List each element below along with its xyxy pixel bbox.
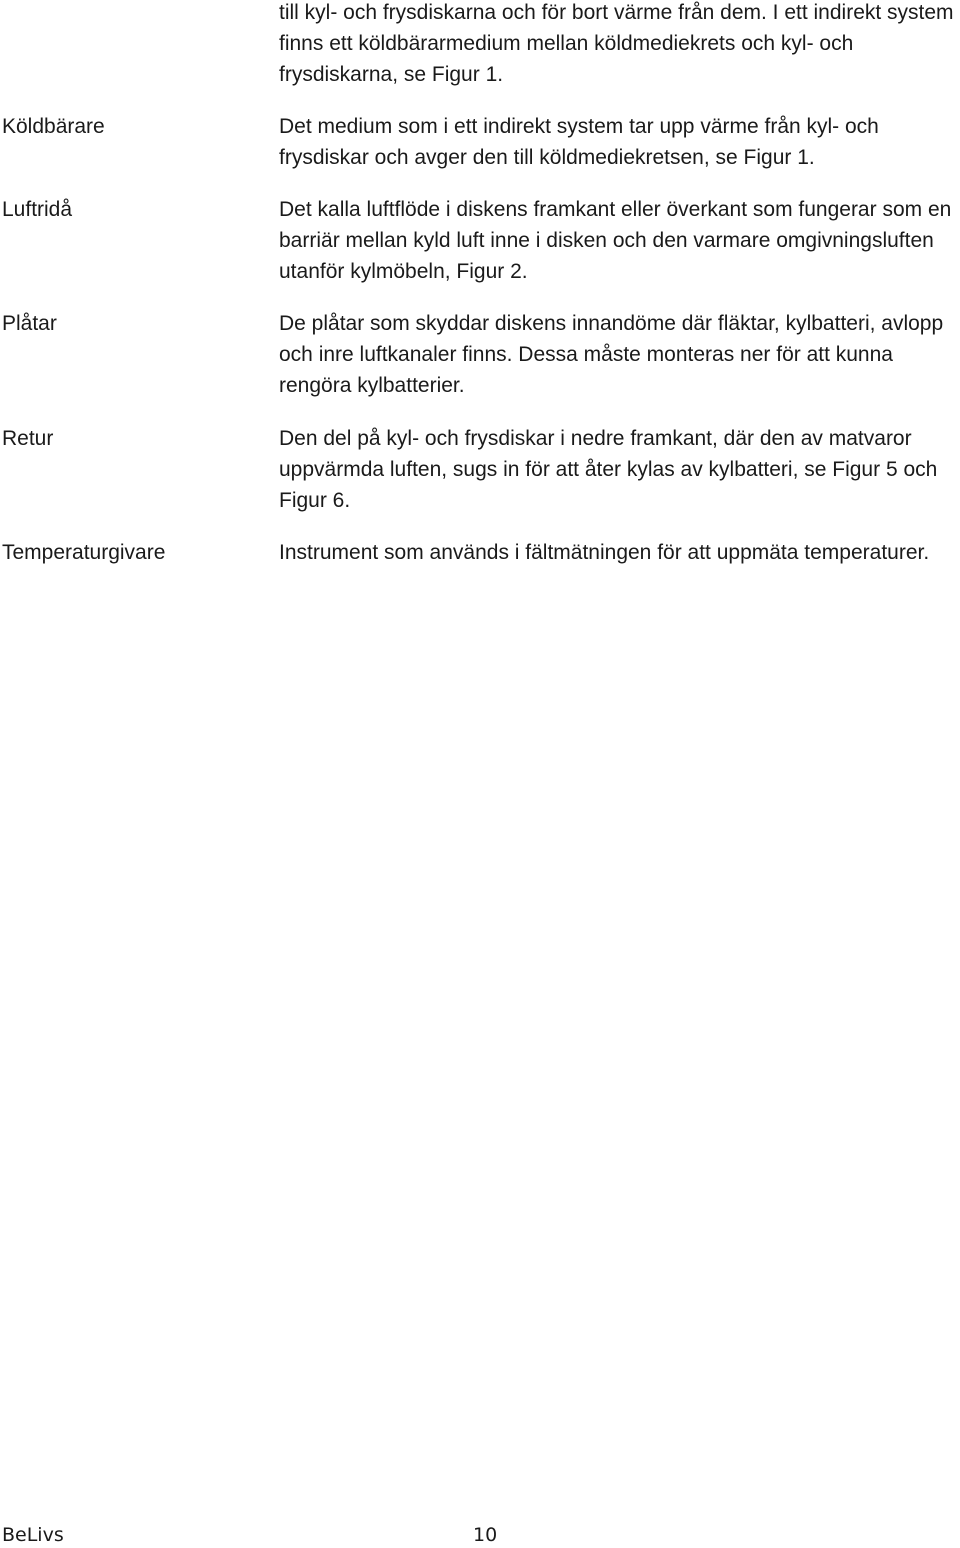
term-retur: Retur [2,427,54,450]
definition-luftrida: Det kalla luftflöde i diskens framkant eller överkant som fungerar som en barriär mellan kyld luft inne i disken och den varmare omgivningsluften utanför kylmöbeln, Figur 2. [279,198,952,283]
term-temperaturgivare: Temperaturgivare [2,541,166,564]
definition-koldbarare: Det medium som i ett indirekt system tar upp värme från kyl- och frysdiskar och avger den till köldmediekretsen, se Figur 1. [279,115,879,169]
term-platar: Plåtar [2,312,57,335]
page-number: 10 [473,1524,498,1546]
definition-retur: Den del på kyl- och frysdiskar i nedre framkant, där den av matvaror uppvärmda luften, sugs in för att åter kylas av kylbatteri, se Figur 5 och Figur 6. [279,427,938,512]
intro-paragraph: till kyl- och frysdiskarna och för bort värme från dem. I ett indirekt system finns ett köldbärarmedium mellan köldmediekrets och kyl- och frysdiskarna, se Figur 1. [279,1,954,86]
term-koldbarare: Köldbärare [2,115,105,138]
definition-temperaturgivare: Instrument som används i fältmätningen för att uppmäta temperaturer. [279,541,930,564]
footer-org: BeLivs [2,1524,64,1546]
definition-platar: De plåtar som skyddar diskens innandöme där fläktar, kylbatteri, avlopp och inre luftkanaler finns. Dessa måste monteras ner för att kunna rengöra kylbatterier. [279,312,944,397]
term-luftrida: Luftridå [2,198,73,221]
